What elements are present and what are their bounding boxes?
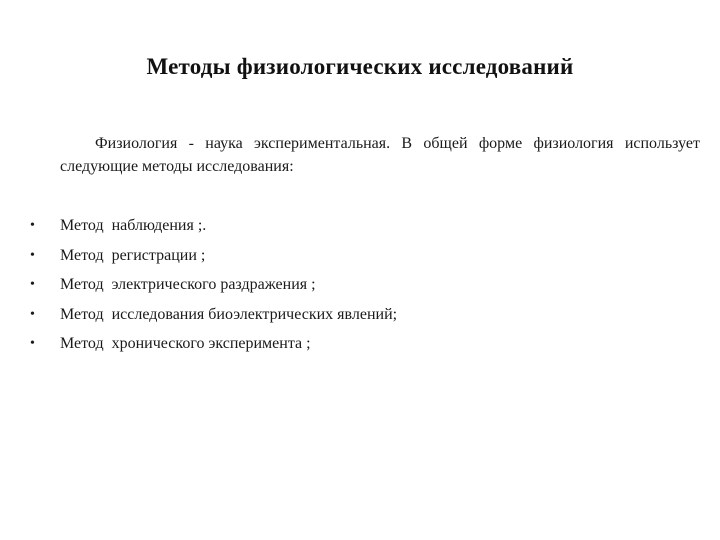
method-text: Метод исследования биоэлектрических явлений; — [60, 305, 398, 323]
list-item — [0, 211, 720, 241]
slide-title: Методы физиологических исследований — [146, 54, 574, 79]
method-text: Метод наблюдения ;. — [60, 217, 207, 234]
method-text: Метод хронического эксперимента ; — [60, 335, 311, 352]
list-item — [0, 241, 720, 271]
method-text: Метод электрического раздражения ; — [60, 276, 316, 293]
list-item — [0, 270, 720, 300]
bullet-icon: • — [30, 277, 35, 292]
methods-list — [0, 211, 720, 359]
method-text: Метод регистрации ; — [60, 246, 206, 264]
list-item — [0, 329, 720, 359]
list-item — [0, 300, 720, 330]
bullet-icon: • — [30, 336, 35, 351]
bullet-icon: • — [30, 218, 35, 233]
intro-paragraph: Физиология - наука экспериментальная. В общей форме физиология использует следующие методы исследования: — [60, 135, 700, 175]
bullet-icon: • — [30, 306, 35, 322]
bullet-icon: • — [30, 247, 35, 263]
